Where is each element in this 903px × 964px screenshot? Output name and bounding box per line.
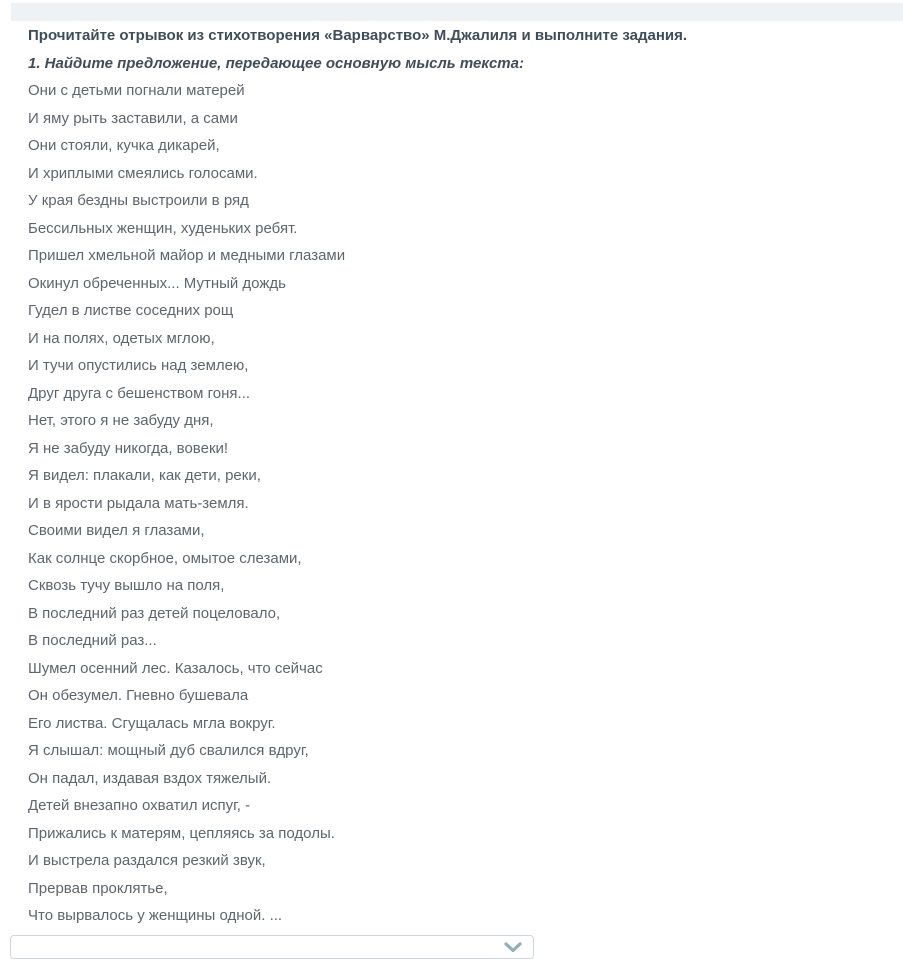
answer-dropdown-container [10,935,534,959]
poem-line: Я видел: плакали, как дети, реки, [28,467,261,484]
poem-line: Гудел в листве соседних рощ [28,302,234,319]
poem-line: Я не забуду никогда, вовеки! [28,439,229,457]
poem-line: Шумел осенний лес. Казалось, что сейчас [28,659,323,677]
poem-line: Его листва. Сгущалась мгла вокруг. [28,714,276,732]
poem-line: И на полях, одетых мглою, [28,329,215,347]
top-strip [11,3,903,21]
poem-line: Друг друга с бешенством гоня... [28,384,251,402]
poem-line: Бессильных женщин, худеньких ребят. [28,219,298,237]
poem-line: Он падал, издавая вздох тяжелый. [28,769,272,787]
poem-line: Своими видел я глазами, [28,522,205,539]
poem-line: Как солнце скорбное, омытое слезами, [28,549,302,567]
poem-line: Пришел хмельной майор и медными глазами [28,247,346,264]
poem-line: И хриплыми смеялись голосами. [28,164,258,182]
poem-line: И в ярости рыдала мать-земля. [28,494,249,512]
poem-line: И яму рыть заставили, а сами [28,109,238,127]
poem-line: Окинул обреченных... Мутный дождь [28,274,286,292]
poem-line: И тучи опустились над землею, [28,357,249,374]
poem-line: Прижались к матерям, цепляясь за подолы. [28,824,335,842]
poem-line: Нет, этого я не забуду дня, [28,412,214,429]
exercise-instruction: Прочитайте отрывок из стихотворения «Варварство» М.Джалиля и выполните задания. [28,27,688,44]
poem-line: И выстрела раздался резкий звук, [28,852,266,869]
poem-line: Они с детьми погнали матерей [28,82,245,99]
poem-line: Детей внезапно охватил испуг, - [28,797,251,814]
poem-line: У края бездны выстроили в ряд [28,192,249,209]
exercise-content [28,22,883,930]
poem-line: Я слышал: мощный дуб свалился вдруг, [28,742,309,759]
poem-line: В последний раз... [28,632,157,649]
poem-text [28,77,883,930]
poem-line: Прервав проклятье, [28,879,168,897]
poem-line: Он обезумел. Гневно бушевала [28,687,249,704]
poem-line: Что вырвалось у женщины одной. ... [28,907,283,924]
poem-line: В последний раз детей поцеловало, [28,604,281,622]
poem-line: Сквозь тучу вышло на поля, [28,577,225,594]
answer-select[interactable] [10,935,534,959]
poem-line: Они стояли, кучка дикарей, [28,137,220,154]
question-text: 1. Найдите предложение, передающее основную мысль текста: [28,54,524,72]
